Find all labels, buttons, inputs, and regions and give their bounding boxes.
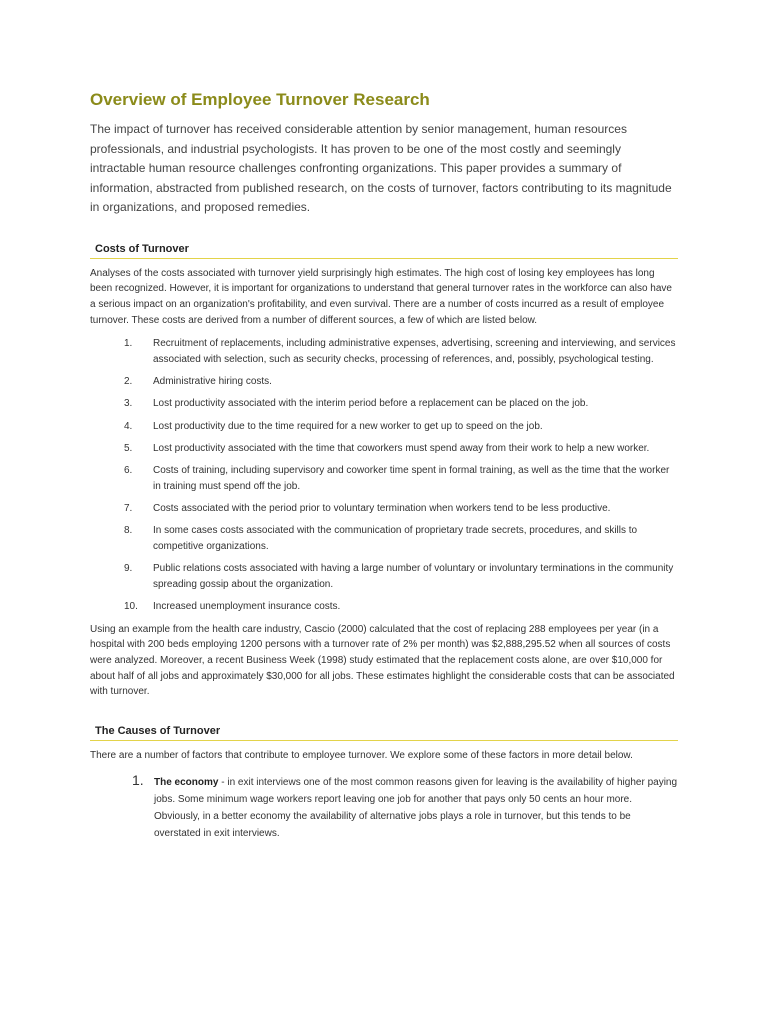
list-item-term: The economy: [154, 776, 219, 788]
list-item: [90, 374, 678, 390]
list-item: [90, 599, 678, 615]
list-number: 1.: [124, 338, 133, 350]
list-item-text: Lost productivity associated with the interim period before a replacement can be placed on the job.: [153, 398, 589, 410]
list-item: [90, 396, 678, 412]
costs-closing-paragraph: Using an example from the health care industry, Cascio (2000) calculated that the cost of replacing 288 employees per year (in a hospital with 200 beds employing 1200 persons with a turnover rate of 2% per month) was $2,888,295.52 when all sources of costs were analyzed. Moreover, a recent Business Week (1998) study estimated that the replacement costs alone, are over $10,000 for about half of all jobs and approximately $30,000 for all jobs. These estimates highlight the considerable costs that can be associated with turnover.: [90, 623, 675, 698]
list-item-text: In some cases costs associated with the communication of proprietary trade secrets, procedures, and skills to competitive organizations.: [153, 525, 638, 552]
list-item: [90, 336, 678, 367]
list-number: 8.: [124, 525, 133, 537]
costs-list: [90, 336, 678, 614]
list-item: [90, 561, 678, 592]
page-title: Overview of Employee Turnover Research: [90, 90, 430, 109]
list-number: 3.: [124, 398, 133, 410]
list-number: 10.: [124, 600, 138, 612]
section-heading-costs: Costs of Turnover: [90, 242, 678, 259]
list-item: [90, 419, 678, 435]
section-heading-causes: The Causes of Turnover: [90, 724, 678, 741]
list-number: 4.: [124, 420, 133, 432]
list-item-text: Administrative hiring costs.: [153, 376, 272, 388]
list-item: [90, 501, 678, 517]
intro-paragraph: The impact of turnover has received considerable attention by senior management, human resources professionals, and industrial psychologists. It has proven to be one of the most costly and seemingly intractable human resource challenges confronting organizations. This paper provides a summary of information, abstracted from published research, on the costs of turnover, factors contributing to its magnitude in organizations, and proposed remedies.: [90, 122, 672, 214]
costs-paragraph: Analyses of the costs associated with turnover yield surprisingly high estimates. The high cost of losing key employees has long been recognized. However, it is important for organizations to understand that general turnover rates in the workforce can also have a serious impact on an organization's profitability, and even survival. There are a number of costs incurred as a result of employee turnover. These costs are derived from a number of different sources, a few of which are listed below.: [90, 267, 672, 326]
list-number: 6.: [124, 465, 133, 477]
list-item-text: Public relations costs associated with having a large number of voluntary or involuntary terminations in the community spreading gossip about the organization.: [153, 563, 674, 590]
list-number: 1.: [132, 771, 144, 788]
list-number: 7.: [124, 502, 133, 514]
list-item: [90, 523, 678, 554]
list-item-text: Recruitment of replacements, including administrative expenses, advertising, screening and interviewing, and services associated with selection, such as security checks, processing of references, and, possibly, psychological testing.: [153, 338, 676, 366]
causes-list: [90, 771, 678, 842]
list-item: [90, 771, 678, 842]
document-page: [90, 88, 678, 842]
list-number: 2.: [124, 376, 133, 388]
list-number: 9.: [124, 563, 133, 575]
list-item-text: Costs associated with the period prior to voluntary termination when workers tend to be less productive.: [153, 502, 611, 514]
list-item-text: Increased unemployment insurance costs.: [153, 600, 341, 612]
causes-paragraph: There are a number of factors that contribute to employee turnover. We explore some of these factors in more detail below.: [90, 750, 633, 762]
list-item: [90, 463, 678, 494]
list-item-text: Costs of training, including supervisory and coworker time spent in formal training, as well as the time that the worker in training must spend off the job.: [153, 465, 670, 492]
list-item-text: Lost productivity associated with the time that coworkers must spend away from their work to help a new worker.: [153, 442, 650, 454]
list-item-text: Lost productivity due to the time required for a new worker to get up to speed on the job.: [153, 420, 543, 432]
list-item-text: - in exit interviews one of the most common reasons given for leaving is the availability of higher paying jobs. Some minimum wage workers report leaving one job for another that pays only 50 cents an hour more. Obviously, in a better economy the availability of alternative jobs plays a role in turnover, but this tends to be overstated in exit interviews.: [154, 776, 678, 839]
list-item: [90, 441, 678, 457]
list-number: 5.: [124, 442, 133, 454]
